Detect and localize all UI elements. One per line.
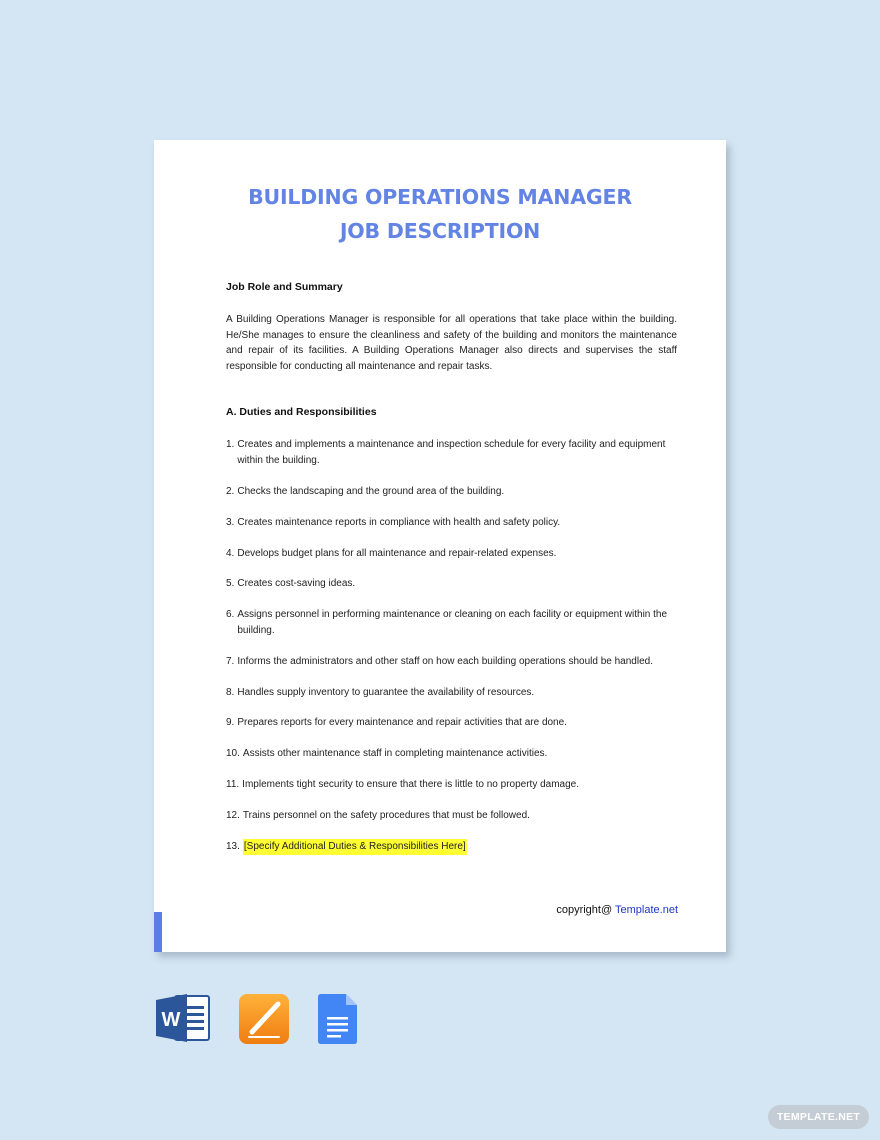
- duty-number: 1.: [226, 439, 235, 450]
- duty-text: Implements tight security to ensure that there is little to no property damage.: [242, 779, 580, 790]
- copyright-prefix: copyright@: [556, 904, 616, 916]
- duty-item-2: [226, 484, 686, 500]
- duty-item-9: [226, 715, 686, 731]
- duty-text: Develops budget plans for all maintenance and repair-related expenses.: [237, 548, 557, 559]
- duty-item-3: [226, 515, 686, 531]
- summary-heading: Job Role and Summary: [226, 281, 343, 293]
- duty-text: Creates maintenance reports in compliance with health and safety policy.: [237, 517, 561, 528]
- document-title-line1: BUILDING OPERATIONS MANAGER: [248, 185, 632, 209]
- template-net-badge[interactable]: TEMPLATE.NET: [768, 1105, 869, 1129]
- duty-number: 2.: [226, 486, 235, 497]
- duty-text: Trains personnel on the safety procedures that must be followed.: [242, 810, 530, 821]
- duty-text: Handles supply inventory to guarantee the availability of resources.: [237, 687, 535, 698]
- duty-text: Informs the administrators and other staff on how each building operations should be handled.: [237, 656, 653, 667]
- duty-item-7: [226, 654, 686, 670]
- google-docs-icon[interactable]: [318, 993, 358, 1045]
- duty-number: 6.: [226, 609, 235, 620]
- duty-number: 5.: [226, 578, 235, 589]
- duty-number: 9.: [226, 717, 235, 728]
- apple-pages-icon[interactable]: [238, 993, 290, 1045]
- duty-item-1: [226, 437, 686, 469]
- duty-item-8: [226, 685, 686, 701]
- duty-text: Prepares reports for every maintenance and repair activities that are done.: [237, 717, 567, 728]
- duty-item-10: [226, 746, 686, 762]
- copyright-notice: [556, 904, 678, 916]
- duty-placeholder-highlight: [Specify Additional Duties & Responsibilities Here]: [243, 839, 467, 855]
- duty-number: 13.: [226, 841, 240, 852]
- duty-number: 4.: [226, 548, 235, 559]
- document-title-line2: JOB DESCRIPTION: [339, 219, 541, 243]
- document-page: [154, 140, 726, 952]
- duty-number: 7.: [226, 656, 235, 667]
- duty-text: Assigns personnel in performing maintenance or cleaning on each facility or equipment within the building.: [237, 609, 668, 636]
- duty-number: 10.: [226, 748, 240, 759]
- duties-heading: A. Duties and Responsibilities: [226, 406, 377, 418]
- duty-text: Checks the landscaping and the ground area of the building.: [237, 486, 505, 497]
- duty-text: Assists other maintenance staff in completing maintenance activities.: [242, 748, 548, 759]
- duty-item-6: [226, 607, 686, 639]
- duty-text: Creates cost-saving ideas.: [237, 578, 356, 589]
- duty-number: 3.: [226, 517, 235, 528]
- duty-item-5: [226, 576, 686, 592]
- duty-item-4: [226, 546, 686, 562]
- microsoft-word-icon[interactable]: [155, 993, 211, 1043]
- duty-item-12: [226, 808, 686, 824]
- duty-number: 11.: [226, 779, 240, 790]
- accent-bar: [154, 912, 162, 952]
- summary-paragraph: A Building Operations Manager is responsible for all operations that take place within the building. He/She manages to ensure the cleanliness and safety of the building and monitors the maintenance and repair of its facilities. A Building Operations Manager also directs and supervises the staff responsible for conducting all maintenance and repair tasks.: [226, 314, 677, 372]
- duty-item-13: [226, 839, 686, 855]
- duty-number: 12.: [226, 810, 240, 821]
- copyright-link[interactable]: Template.net: [615, 904, 678, 916]
- duty-number: 8.: [226, 687, 235, 698]
- duty-text: Creates and implements a maintenance and inspection schedule for every facility and equipment within the building.: [237, 439, 666, 466]
- duty-item-11: [226, 777, 686, 793]
- word-letter: W: [161, 1009, 181, 1031]
